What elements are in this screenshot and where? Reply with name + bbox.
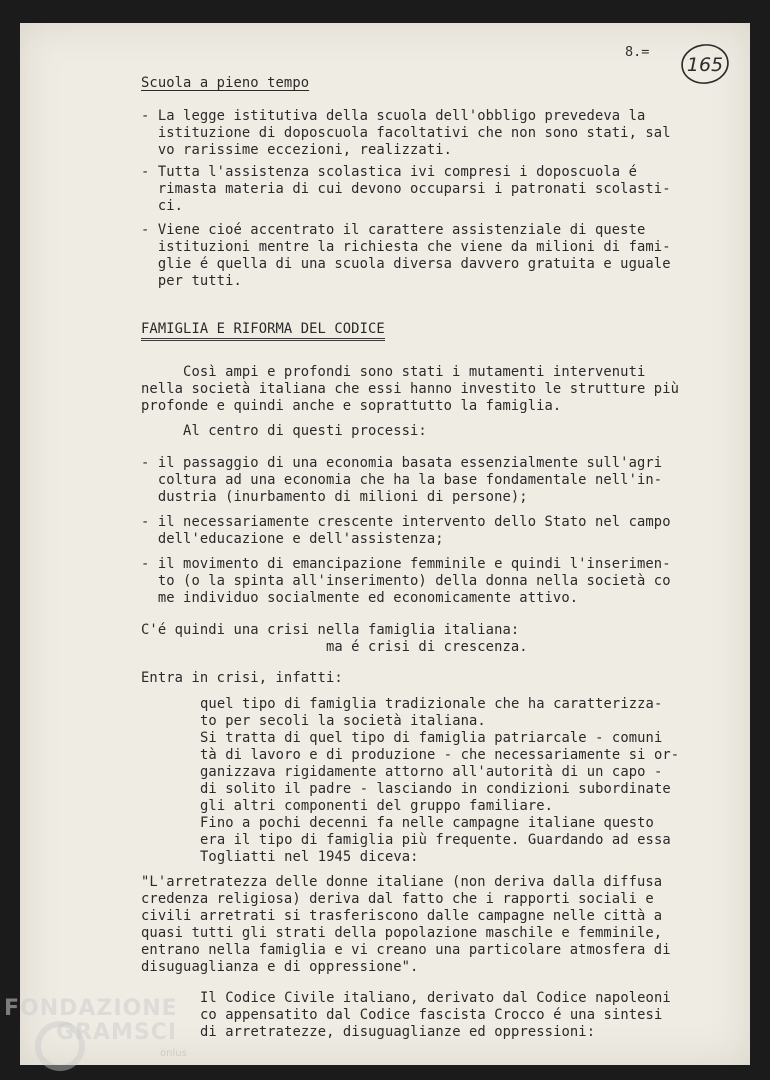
- para-1-line-3: profonde e quindi anche e soprattutto la famiglia.: [141, 398, 562, 414]
- quote-line-6: disuguaglianza e di oppressione".: [141, 959, 419, 975]
- bullet-1-1-line-1: - La legge istitutiva della scuola dell'obbligo prevedeva la: [141, 108, 646, 124]
- bullet-1-1-line-3: vo rarissime eccezioni, realizzati.: [141, 142, 453, 158]
- bullet-1-2-line-2: rimasta materia di cui devono occuparsi i patronati scolasti-: [141, 181, 671, 197]
- indented-line-4: tà di lavoro e di produzione - che necessariamente si or-: [200, 747, 680, 763]
- bullet-2-2-line-2: dell'educazione e dell'assistenza;: [141, 531, 444, 547]
- indented-line-3: Si tratta di quel tipo di famiglia patriarcale - comuni: [200, 730, 663, 746]
- heading-famiglia: [141, 321, 385, 338]
- codice-line-2: co appensatito dal Codice fascista Crocco é una sintesi: [200, 1007, 663, 1023]
- archive-stamp: [680, 42, 730, 86]
- watermark-line-1: FONDAZIONE: [4, 996, 178, 1021]
- bullet-1-3-line-3: glie é quella di una scuola diversa davvero gratuita e uguale: [141, 256, 671, 272]
- indented-line-6: di solito il padre - lasciando in condizioni subordinate: [200, 781, 671, 797]
- indented-line-7: gli altri componenti del gruppo familiare.: [200, 798, 554, 814]
- bullet-2-1-line-1: - il passaggio di una economia basata essenzialmente sull'agri: [141, 455, 663, 471]
- entra-in-crisi: Entra in crisi, infatti:: [141, 670, 343, 686]
- watermark-sub: onlus: [160, 1048, 187, 1059]
- heading-famiglia-text: FAMIGLIA E RIFORMA DEL CODICE: [141, 321, 385, 341]
- indented-line-8: Fino a pochi decenni fa nelle campagne italiane questo: [200, 815, 654, 831]
- indented-line-9: era il tipo di famiglia più frequente. Guardando ad essa: [200, 832, 671, 848]
- para-1-line-2: nella società italiana che essi hanno investito le strutture più: [141, 381, 680, 397]
- bullet-2-3-line-3: me individuo socialmente ed economicamente attivo.: [141, 590, 579, 606]
- bullet-1-3-line-1: - Viene cioé accentrato il carattere assistenziale di queste: [141, 222, 646, 238]
- quote-line-2: credenza religiosa) deriva dal fatto che i rapporti sociali e: [141, 891, 654, 907]
- watermark-logo: [4, 996, 194, 1076]
- watermark-line-2: GRAMSCI: [56, 1020, 178, 1045]
- quote-line-5: entrano nella famiglia e vi creano una particolare atmosfera di: [141, 942, 671, 958]
- indented-line-5: ganizzava rigidamente attorno all'autorità di un capo -: [200, 764, 663, 780]
- bullet-2-1-line-3: dustria (inurbamento di milioni di persone);: [141, 489, 528, 505]
- bullet-1-2-line-3: ci.: [141, 198, 184, 214]
- bullet-1-2-line-1: - Tutta l'assistenza scolastica ivi compresi i doposcuola é: [141, 164, 637, 180]
- quote-line-3: civili arretrati si trasferiscono dalle campagne nelle città a: [141, 908, 663, 924]
- bullet-2-3-line-2: to (o la spinta all'inserimento) della donna nella società co: [141, 573, 671, 589]
- indented-line-2: to per secoli la società italiana.: [200, 713, 486, 729]
- crisis-line-1: C'é quindi una crisi nella famiglia italiana:: [141, 622, 520, 638]
- para-1-line-1: Così ampi e profondi sono stati i mutamenti intervenuti: [141, 364, 646, 380]
- indented-line-1: quel tipo di famiglia tradizionale che ha caratterizza-: [200, 696, 663, 712]
- page-number: 8.=: [625, 44, 650, 60]
- bullet-2-1-line-2: coltura ad una economia che ha la base fondamentale nell'in-: [141, 472, 663, 488]
- para-2: Al centro di questi processi:: [141, 423, 427, 439]
- codice-line-1: Il Codice Civile italiano, derivato dal Codice napoleoni: [200, 990, 671, 1006]
- bullet-2-3-line-1: - il movimento di emancipazione femminile e quindi l'inserimen-: [141, 556, 671, 572]
- bullet-2-2-line-1: - il necessariamente crescente intervento dello Stato nel campo: [141, 514, 671, 530]
- heading-scuola: Scuola a pieno tempo: [141, 75, 310, 91]
- quote-line-1: "L'arretratezza delle donne italiane (non deriva dalla diffusa: [141, 874, 663, 890]
- archive-number: 165: [686, 54, 724, 76]
- bullet-1-3-line-4: per tutti.: [141, 273, 242, 289]
- bullet-1-1-line-2: istituzione di doposcuola facoltativi che non sono stati, sal: [141, 125, 671, 141]
- codice-line-3: di arretratezze, disuguaglianze ed oppressioni:: [200, 1024, 596, 1040]
- quote-line-4: quasi tutti gli strati della popolazione maschile e femminile,: [141, 925, 663, 941]
- indented-line-10: Togliatti nel 1945 diceva:: [200, 849, 419, 865]
- crisis-line-2: ma é crisi di crescenza.: [141, 639, 528, 655]
- bullet-1-3-line-2: istituzioni mentre la richiesta che viene da milioni di fami-: [141, 239, 671, 255]
